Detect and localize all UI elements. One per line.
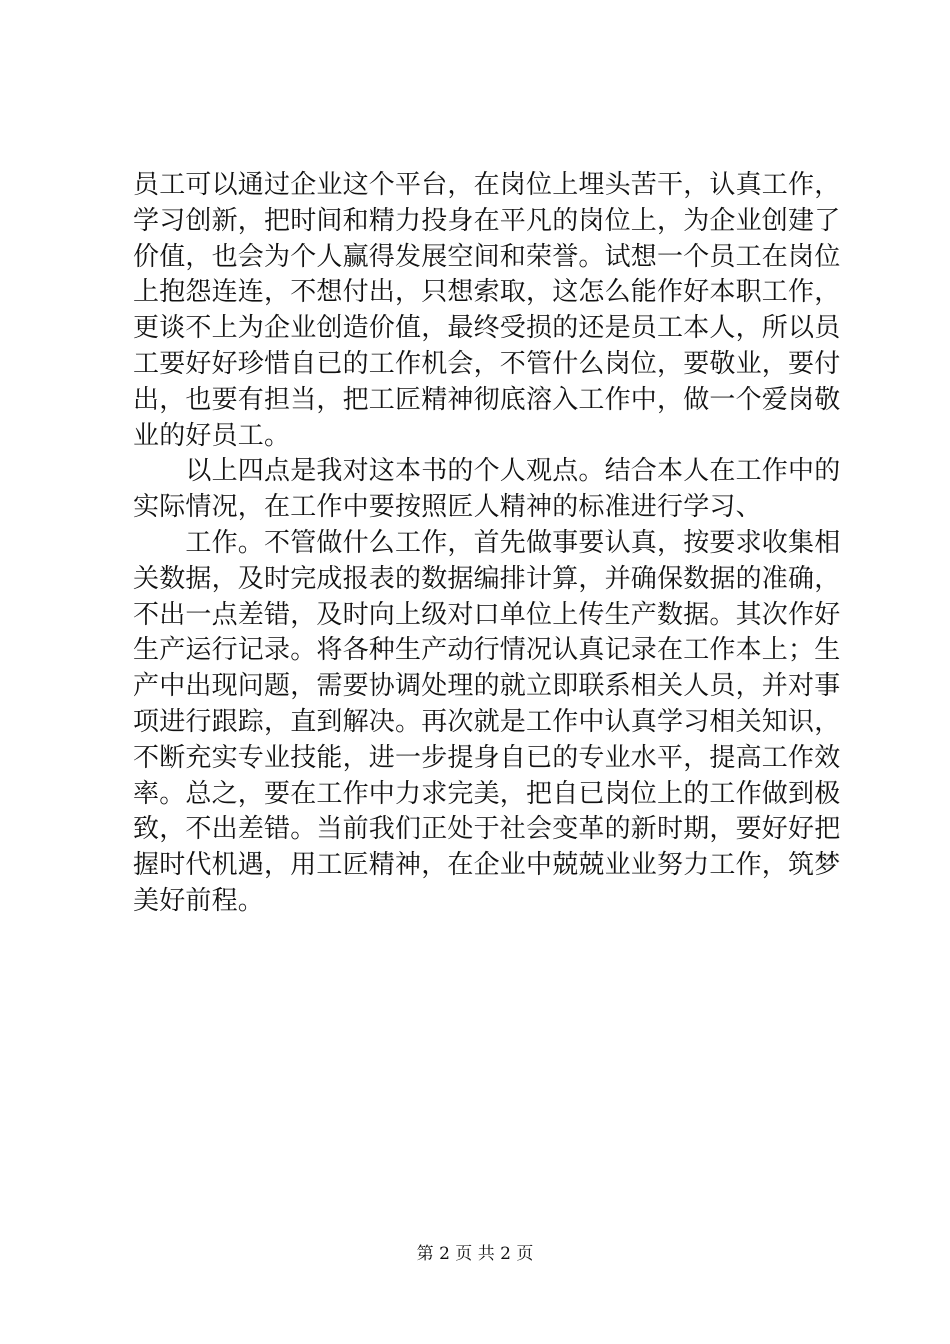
text-line: 美好前程。 xyxy=(133,885,265,916)
page-number: 第 2 页 共 2 页 xyxy=(416,1244,534,1264)
text-line: 工要好好珍惜自已的工作机会，不管什么岗位，要敬业，要付 xyxy=(133,348,841,379)
text-line: 率。总之，要在工作中力求完美，把自已岗位上的工作做到极 xyxy=(133,778,841,809)
text-line: 不出一点差错，及时向上级对口单位上传生产数据。其次作好 xyxy=(133,599,841,630)
text-line: 生产运行记录。将各种生产动行情况认真记录在工作本上；生 xyxy=(133,635,841,666)
text-line: 工作。不管做什么工作，首先做事要认真，按要求收集相 xyxy=(133,527,841,558)
text-line: 产中出现问题，需要协调处理的就立即联系相关人员，并对事 xyxy=(133,671,841,702)
text-line: 上抱怨连连，不想付出，只想索取，这怎么能作好本职工作， xyxy=(133,277,841,308)
body-text xyxy=(133,168,841,920)
page-footer xyxy=(0,1243,950,1265)
text-line: 致，不出差错。当前我们正处于社会变革的新时期，要好好把 xyxy=(133,814,841,845)
text-line: 价值，也会为个人赢得发展空间和荣誉。试想一个员工在岗位 xyxy=(133,241,841,272)
text-line: 实际情况，在工作中要按照匠人精神的标准进行学习、 xyxy=(133,492,762,523)
text-line: 以上四点是我对这本书的个人观点。结合本人在工作中的 xyxy=(133,456,841,487)
text-line: 关数据，及时完成报表的数据编排计算，并确保数据的准确， xyxy=(133,563,841,594)
text-line: 学习创新，把时间和精力投身在平凡的岗位上，为企业创建了 xyxy=(133,205,841,236)
text-line: 不断充实专业技能，进一步提身自已的专业水平，提高工作效 xyxy=(133,742,841,773)
text-line: 更谈不上为企业创造价值，最终受损的还是员工本人，所以员 xyxy=(133,313,841,344)
text-line: 出，也要有担当，把工匠精神彻底溶入工作中，做一个爱岗敬 xyxy=(133,384,841,415)
text-line: 业的好员工。 xyxy=(133,420,291,451)
text-line: 员工可以通过企业这个平台，在岗位上埋头苦干，认真工作， xyxy=(133,170,841,200)
text-line: 项进行跟踪，直到解决。再次就是工作中认真学习相关知识， xyxy=(133,706,841,737)
text-line: 握时代机遇，用工匠精神，在企业中兢兢业业努力工作，筑梦 xyxy=(133,850,841,881)
